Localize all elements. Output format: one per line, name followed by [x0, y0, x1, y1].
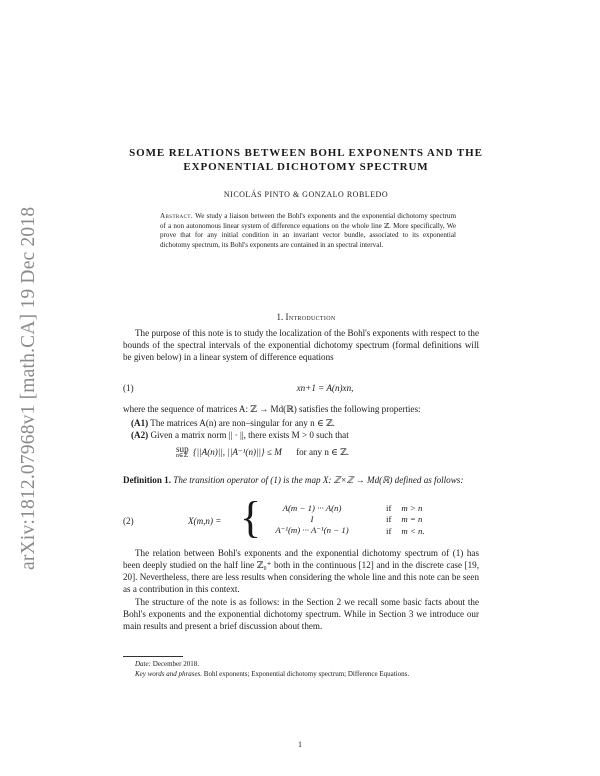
- authors: NICOLÁS PINTO & GONZALO ROBLEDO: [223, 190, 389, 199]
- case-if: if: [386, 525, 392, 536]
- keywords-text: Bohl exponents; Exponential dichotomy spectrum; Difference Equations.: [203, 670, 410, 678]
- a2-equation: {||A(n)||, ||A⁻¹(n)||} ≤ M: [193, 447, 282, 457]
- arxiv-id-text: arXiv:1812.07968v1 [math.CA] 19 Dec 2018: [18, 206, 39, 570]
- case-expr: A⁻¹(m) ··· A⁻¹(n − 1): [275, 525, 349, 536]
- equation-2-number: (2): [123, 516, 134, 526]
- definition-text: The transition operator of (1) is the map X: ℤ×ℤ → Md(ℝ) defined as follows:: [173, 475, 464, 485]
- section-heading: [100, 312, 512, 322]
- keywords-label: Key words and phrases.: [135, 670, 203, 678]
- title-line-1: SOME RELATIONS BETWEEN BOHL EXPONENTS AND THE: [129, 147, 483, 159]
- assumption-a2: [131, 430, 349, 440]
- assumption-a2-sup: [176, 444, 189, 459]
- assumption-a1: [131, 418, 335, 429]
- date-text: December 2018.: [152, 660, 199, 668]
- title-line-2: EXPONENTIAL DICHOTOMY SPECTRUM: [183, 161, 429, 173]
- page-number: 1: [298, 740, 302, 749]
- case-row: [252, 502, 430, 514]
- assumption-a2-text: Given a matrix norm || · ||, there exists M > 0 such that: [150, 430, 349, 440]
- abstract-text: We study a liaison between the Bohl's exponents and the exponential dichotomy spectrum of a non autonomous linear system of difference equations on the whole line ℤ. More specifically, We prove that for any initial condition in an invariant vector bundle, associated to its exponential dichotomy spectrum, its Bohl's exponents are contained in an spectral interval.: [160, 212, 456, 249]
- equation-2-brace: {: [240, 493, 262, 542]
- assumption-a1-text: The matrices A(n) are non–singular for any n ∈ ℤ.: [150, 418, 335, 428]
- assumption-a2-label: (A2): [131, 430, 149, 440]
- equation-2-lhs: X(m,n) =: [188, 516, 222, 526]
- abstract: [160, 212, 456, 250]
- assumption-a2-inequality: [193, 447, 349, 458]
- intro-paragraph-3: The relation between Bohl's exponents and the exponential dichotomy spectrum of (1) has been deeply studied on the half line ℤ₀⁺ both in the continuous [12] and in the discrete case [19, 20]. Nevertheless, there are less results when considering the whole line and this note can be seen as a contribution in this context.: [123, 548, 479, 595]
- intro-paragraph-2: where the sequence of matrices A: ℤ → Md(ℝ) satisfies the following properties:: [123, 404, 421, 414]
- case-cond: m < n.: [401, 525, 425, 536]
- case-row: [252, 514, 430, 526]
- footnote-date: [123, 660, 479, 669]
- a2-equation-tail: for any n ∈ ℤ.: [296, 447, 350, 457]
- case-if: if: [386, 514, 392, 525]
- footnote-divider: [123, 656, 183, 657]
- equation-2-cases: [252, 502, 430, 537]
- case-if: if: [386, 502, 392, 513]
- sup-operator: sup: [176, 444, 189, 454]
- section-title: Introduction: [285, 312, 336, 322]
- definition-1: [123, 474, 479, 486]
- definition-label: Definition 1.: [123, 475, 171, 485]
- case-cond: m = n: [401, 514, 423, 525]
- case-expr: A(m − 1) ··· A(n): [282, 502, 342, 513]
- abstract-label: Abstract.: [160, 212, 194, 220]
- case-row: [252, 525, 430, 537]
- sup-subscript: n∈ℤ: [176, 453, 188, 459]
- intro-paragraph-4: The structure of the note is as follows: in the Section 2 we recall some basic facts about the Bohl's exponents and the exponential dichotomy spectrum. While in Section 3 we introduce our main results and present a brief discussion about them.: [123, 597, 479, 632]
- equation-1: xn+1 = A(n)xn,: [296, 383, 354, 393]
- assumption-a1-label: (A1): [131, 418, 149, 428]
- date-label: Date:: [135, 660, 151, 668]
- case-cond: m > n: [401, 502, 423, 513]
- equation-1-number: (1): [123, 383, 134, 393]
- intro-paragraph-1: The purpose of this note is to study the localization of the Bohl's exponents with respect to the bounds of the spectral intervals of the exponential dichotomy spectrum (formal definitions will be given below) in a linear system of difference equations: [123, 328, 479, 363]
- footnote-keywords: [123, 670, 479, 679]
- section-number: 1.: [276, 312, 284, 322]
- paper-title: [100, 146, 512, 174]
- arxiv-sidebar-stamp: [18, 170, 44, 570]
- case-expr: I: [310, 514, 314, 525]
